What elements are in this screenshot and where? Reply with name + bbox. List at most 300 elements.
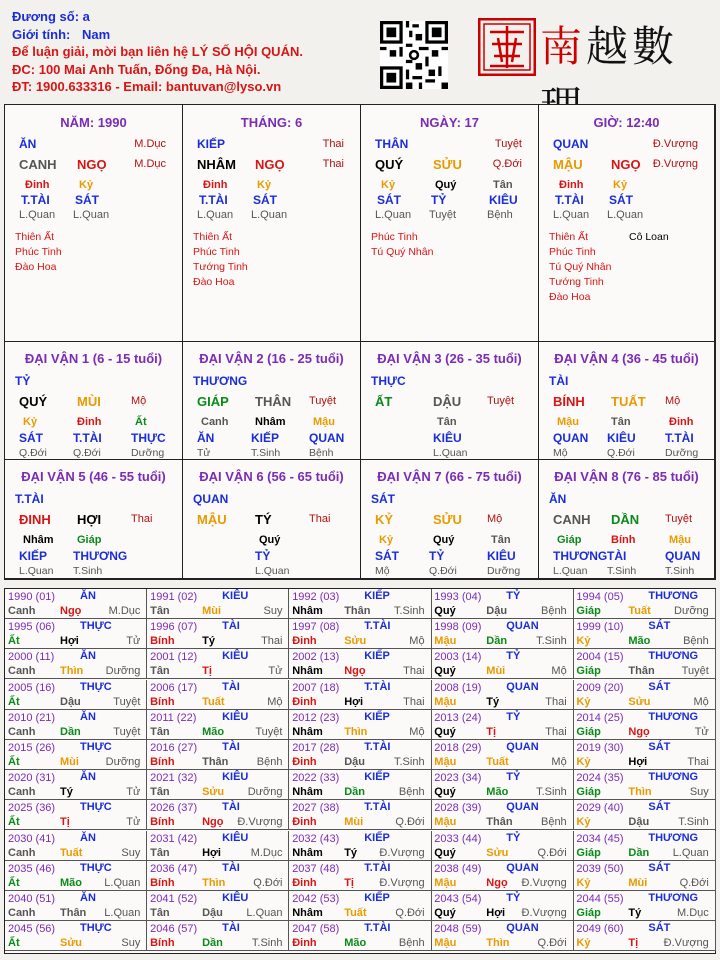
dai-van-cell — [539, 460, 715, 579]
year-star: THỰC — [80, 922, 112, 935]
year-cell — [5, 680, 147, 710]
dai-van-star: TÀI — [549, 374, 569, 388]
year-label: 2016 (27) — [150, 742, 198, 754]
pillar-star: QUAN — [553, 137, 589, 151]
year-star: ĂN — [80, 892, 96, 904]
year-stem: Bính — [150, 695, 175, 708]
year-label: 2006 (17) — [150, 681, 198, 694]
year-branch: Ngọ — [202, 816, 224, 829]
year-cell — [573, 800, 715, 830]
special-star: Phúc Tinh — [193, 246, 240, 258]
year-star: TÀI — [222, 741, 240, 753]
year-branch: Ngọ — [60, 605, 82, 617]
year-phase: Suy — [121, 846, 141, 859]
year-cell — [573, 710, 715, 740]
pillar-star: KIẾP — [197, 137, 226, 151]
year-cell — [431, 619, 573, 649]
year-star: TÀI — [222, 620, 240, 633]
year-star: ĂN — [80, 831, 96, 844]
hidden-phase: Dưỡng — [665, 447, 699, 459]
year-branch: Tý — [202, 635, 215, 648]
year-branch: Dậu — [486, 605, 508, 617]
year-cell — [431, 891, 573, 921]
hidden-phase: T.Sinh — [251, 447, 281, 459]
year-stem: Đinh — [292, 695, 317, 708]
pillar-phase: Đ.Vượng — [652, 138, 698, 150]
year-star: THỰC — [80, 741, 112, 753]
year-phase: L.Quan — [246, 907, 283, 919]
year-label: 2021 (32) — [150, 772, 198, 785]
year-star: SÁT — [648, 922, 671, 935]
pillar-phase: Thai — [322, 138, 344, 150]
red-seal-icon — [478, 18, 536, 76]
hidden-phase: T.Sinh — [607, 565, 637, 577]
contact-line: Để luận giải, mời bạn liên hệ LÝ SỐ HỘI QUÁN. — [12, 44, 303, 59]
year-label: 2029 (40) — [576, 802, 624, 815]
dai-van-phase: Mộ — [487, 513, 503, 525]
year-star: KIÊU — [222, 771, 249, 784]
pillar-phase-2: Đ.Vượng — [652, 158, 698, 170]
year-label: 2010 (21) — [8, 711, 56, 724]
year-star: KIÊU — [222, 590, 249, 602]
hidden-stem: Ất — [135, 416, 147, 428]
year-cell — [5, 831, 147, 861]
special-star: Tú Quý Nhân — [371, 246, 434, 258]
year-star: KIẾP — [364, 771, 390, 784]
year-branch: Dậu — [60, 695, 81, 708]
dai-van-cell — [539, 342, 715, 460]
year-label: 2019 (30) — [576, 742, 624, 754]
year-stem: Tân — [150, 605, 170, 617]
year-stem: Kỷ — [576, 937, 591, 950]
hidden-stem: Quý — [259, 534, 281, 546]
year-label: 2049 (60) — [576, 923, 624, 936]
hidden-phase: L.Quan — [433, 447, 468, 459]
year-phase: Bệnh — [540, 605, 567, 617]
year-cell — [431, 800, 573, 830]
year-cell — [289, 770, 431, 800]
hidden-star: THỰC — [131, 431, 166, 445]
year-label: 2025 (36) — [8, 802, 56, 815]
year-label: 2026 (37) — [150, 802, 198, 815]
hidden-phase: Q.Đới — [607, 447, 635, 459]
year-stem: Đinh — [292, 756, 317, 768]
year-label: 1994 (05) — [576, 591, 624, 603]
year-branch: Mão — [202, 725, 225, 738]
year-label: 2000 (11) — [8, 651, 55, 664]
hidden-stem: Tân — [437, 416, 457, 428]
year-phase: Bệnh — [398, 937, 425, 950]
gender-row — [12, 26, 372, 44]
year-cell — [289, 680, 431, 710]
year-cell — [147, 619, 289, 649]
year-star: TỶ — [506, 650, 521, 663]
year-branch: Dần — [344, 786, 365, 799]
year-stem: Kỷ — [576, 876, 591, 889]
year-stem: Kỷ — [576, 756, 591, 768]
pillar-branch: NGỌ — [77, 157, 107, 172]
year-cell — [289, 800, 431, 830]
year-phase: Mộ — [551, 665, 567, 678]
year-stem: Quý — [434, 846, 456, 859]
year-star: KIẾP — [364, 590, 390, 602]
year-branch: Tý — [486, 695, 500, 708]
year-cell — [289, 710, 431, 740]
year-stem: Giáp — [576, 665, 601, 678]
dai-van-stem: MẬU — [197, 512, 227, 527]
year-cell — [5, 649, 147, 679]
year-branch: Thân — [60, 907, 87, 919]
year-cell — [573, 891, 715, 921]
year-phase: T.Sinh — [394, 756, 425, 768]
year-label: 2014 (25) — [576, 711, 624, 724]
year-star: THƯƠNG — [648, 590, 699, 602]
special-star: Phúc Tinh — [549, 246, 596, 258]
year-branch: Tuất — [202, 695, 225, 708]
year-star: KIÊU — [222, 831, 249, 844]
year-label: 2045 (56) — [8, 923, 56, 936]
dai-van-phase: Tuyệt — [309, 395, 337, 407]
year-stem: Quý — [434, 725, 456, 738]
year-phase: T.Sinh — [536, 786, 567, 799]
year-star: SÁT — [648, 861, 671, 874]
dai-van-stem: ẤT — [375, 394, 393, 409]
hidden-phase: Tuyệt — [429, 209, 457, 221]
year-label: 1997 (08) — [292, 621, 340, 634]
year-label: 2047 (58) — [292, 923, 340, 936]
year-stem: Ất — [8, 695, 20, 708]
year-phase: Tuyệt — [681, 665, 709, 678]
hidden-phase: L.Quan — [251, 209, 288, 221]
year-cell — [5, 710, 147, 740]
hidden-phase: Dưỡng — [487, 565, 521, 577]
year-label: 2017 (28) — [292, 742, 340, 754]
year-phase: L.Quan — [104, 907, 141, 919]
hidden-phase: L.Quan — [19, 209, 56, 221]
year-stem: Tân — [150, 786, 170, 799]
hidden-star: KIÊU — [489, 193, 518, 207]
year-label: 2003 (14) — [434, 651, 482, 664]
special-star: Đào Hoa — [193, 276, 235, 288]
year-stem: Canh — [8, 725, 36, 738]
year-star: THỰC — [80, 861, 112, 874]
year-phase: Thai — [403, 695, 425, 708]
special-star: Đào Hoa — [549, 291, 591, 303]
hidden-star: TÀI — [607, 549, 627, 563]
year-label: 2040 (51) — [8, 893, 56, 905]
dai-van-branch: SỬU — [433, 512, 462, 527]
year-stem: Nhâm — [292, 907, 323, 919]
dai-van-star: QUAN — [193, 492, 229, 506]
year-label: 1998 (09) — [434, 621, 482, 634]
special-star: Tướng Tinh — [549, 276, 604, 288]
pillar-stem: NHÂM — [197, 157, 236, 172]
year-stem: Quý — [434, 665, 456, 678]
hidden-phase: Tử — [197, 447, 211, 459]
year-label: 2031 (42) — [150, 832, 198, 845]
year-phase: Suy — [689, 786, 709, 799]
year-branch: Thìn — [628, 786, 652, 799]
year-stem: Đinh — [292, 635, 317, 648]
year-branch: Mùi — [344, 816, 364, 829]
hidden-star: T.TÀI — [21, 193, 50, 207]
year-phase: Tử — [268, 665, 283, 678]
year-phase: Dưỡng — [674, 605, 709, 617]
year-star: T.TÀI — [364, 801, 391, 814]
year-label: 1993 (04) — [434, 591, 482, 603]
dai-van-phase: Mộ — [665, 395, 681, 407]
hidden-phase: L.Quan — [19, 565, 54, 577]
year-star: TỶ — [506, 892, 521, 904]
hidden-star: KIÊU — [487, 549, 516, 563]
hidden-stem: Nhâm — [23, 534, 54, 546]
dai-van-branch: DẦN — [611, 512, 640, 527]
year-branch: Hợi — [628, 756, 648, 768]
year-star: ĂN — [80, 650, 96, 663]
dai-van-cell — [5, 460, 183, 579]
dai-van-cell — [183, 460, 361, 579]
year-cell — [431, 770, 573, 800]
year-phase: Q.Đới — [679, 876, 709, 889]
gender-label: Giới tính: — [12, 26, 71, 42]
year-phase: Đ.Vượng — [521, 876, 567, 889]
year-branch: Thìn — [486, 937, 510, 950]
year-star: TÀI — [222, 680, 240, 693]
dai-van-cell — [361, 460, 539, 579]
year-branch: Thân — [486, 816, 513, 829]
pillar-title: THÁNG: 6 — [240, 115, 303, 130]
year-branch: Tị — [486, 725, 497, 738]
year-phase: Dưỡng — [105, 756, 141, 768]
dai-van-phase: Tuyệt — [665, 513, 693, 525]
hidden-star: KIẾP — [251, 431, 280, 445]
year-cell — [573, 589, 715, 619]
year-stem: Canh — [8, 786, 36, 799]
pillar-cell — [5, 105, 183, 342]
hidden-stem: Quý — [435, 179, 457, 191]
year-branch: Ngọ — [486, 876, 508, 889]
pillar-stem: MẬU — [553, 157, 583, 172]
hidden-stem: Kỷ — [79, 179, 94, 191]
pillar-star: THÂN — [375, 137, 409, 151]
year-phase: Thai — [403, 665, 425, 678]
year-cell — [5, 770, 147, 800]
hidden-stem: Bính — [611, 534, 636, 546]
address-line: ĐC: 100 Mai Anh Tuấn, Đống Đa, Hà Nội. — [12, 61, 261, 77]
year-phase: T.Sinh — [536, 635, 567, 648]
year-star: QUAN — [506, 801, 539, 814]
dai-van-title: ĐẠI VẬN 4 (36 - 45 tuổi) — [554, 351, 699, 366]
year-branch: Tý — [628, 907, 642, 919]
year-label: 2035 (46) — [8, 862, 56, 875]
year-cell — [573, 831, 715, 861]
year-stem: Quý — [434, 605, 456, 617]
year-branch: Dần — [202, 937, 223, 950]
dai-van-star: ĂN — [549, 492, 567, 506]
logo-first-char: 南 — [540, 22, 587, 71]
year-cell — [573, 921, 715, 951]
year-stem: Đinh — [292, 937, 317, 950]
pillar-cell — [183, 105, 361, 342]
year-phase: Mộ — [267, 695, 283, 708]
year-label: 2030 (41) — [8, 832, 56, 845]
special-star: Thiên Ất — [193, 231, 233, 243]
hidden-star: KIÊU — [433, 431, 462, 445]
year-branch: Dậu — [344, 756, 365, 768]
hidden-stem: Kỷ — [23, 416, 38, 428]
hidden-stem: Đinh — [25, 179, 50, 191]
year-stem: Mậu — [434, 816, 457, 829]
year-label: 2028 (39) — [434, 802, 482, 815]
pillar-phase-2: Q.Đới — [492, 158, 522, 170]
year-branch: Sửu — [486, 846, 509, 859]
year-cell — [5, 589, 147, 619]
year-stem: Kỷ — [576, 816, 591, 829]
year-label: 2032 (43) — [292, 832, 340, 845]
hidden-stem: Kỷ — [381, 179, 396, 191]
year-branch: Sửu — [628, 695, 651, 708]
year-label: 2002 (13) — [292, 651, 340, 664]
year-phase: Thai — [687, 756, 709, 768]
year-label: 2008 (19) — [434, 681, 482, 694]
hidden-star: T.TÀI — [665, 431, 694, 445]
hidden-star: QUAN — [553, 431, 589, 445]
year-phase: Thai — [545, 695, 567, 708]
year-label: 2034 (45) — [576, 832, 624, 845]
year-branch: Sửu — [344, 635, 367, 648]
year-label: 1990 (01) — [8, 591, 56, 603]
year-branch: Tuất — [60, 846, 83, 859]
year-cell — [147, 649, 289, 679]
year-label: 2042 (53) — [292, 893, 340, 905]
pillar-stem: QUÝ — [375, 157, 404, 172]
year-cell — [289, 891, 431, 921]
gender-value: Nam — [81, 26, 111, 42]
year-branch: Dần — [628, 846, 650, 859]
pillar-title: GIỜ: 12:40 — [593, 115, 660, 130]
qr-code-icon — [380, 20, 448, 90]
hidden-star: TỶ — [255, 549, 271, 563]
year-stem: Giáp — [576, 786, 601, 799]
dai-van-branch: TUẤT — [611, 394, 646, 409]
year-cell — [147, 740, 289, 770]
year-star: KIẾP — [364, 831, 390, 844]
year-cell — [5, 891, 147, 921]
year-cell — [431, 861, 573, 891]
year-label: 2048 (59) — [434, 923, 482, 936]
dai-van-star: TỶ — [15, 374, 31, 388]
hidden-stem: Giáp — [557, 534, 582, 546]
year-stem: Canh — [8, 665, 36, 678]
year-star: KIÊU — [222, 710, 249, 723]
year-branch: Hợi — [344, 695, 364, 708]
year-branch: Tị — [344, 876, 354, 889]
hidden-stem: Tân — [491, 534, 511, 546]
hidden-star: THƯƠNG — [73, 549, 128, 563]
year-phase: Bệnh — [398, 786, 425, 799]
year-stem: Nhâm — [292, 846, 323, 859]
dai-van-title: ĐẠI VẬN 7 (66 - 75 tuổi) — [377, 469, 522, 484]
year-branch: Thân — [344, 605, 371, 617]
dai-van-stem: BÍNH — [553, 394, 585, 409]
year-star: THỰC — [80, 680, 112, 693]
year-stem: Quý — [434, 907, 456, 919]
dai-van-phase: Mộ — [131, 395, 147, 407]
special-star: Tú Quý Nhân — [549, 261, 612, 273]
year-branch: Tị — [60, 816, 70, 829]
year-label: 1991 (02) — [150, 591, 198, 603]
dai-van-stem: CANH — [553, 512, 591, 527]
year-label: 2011 (22) — [150, 711, 197, 724]
year-star: KIÊU — [222, 650, 249, 663]
year-cell — [147, 861, 289, 891]
pillar-phase: M.Dục — [134, 138, 166, 150]
hidden-phase: L.Quan — [553, 209, 590, 221]
year-star: THƯƠNG — [648, 831, 699, 844]
year-star: SÁT — [648, 741, 671, 753]
special-star: Thiên Ất — [15, 231, 55, 243]
chart-grid — [4, 104, 716, 580]
year-star: T.TÀI — [364, 680, 391, 693]
year-branch: Mão — [628, 635, 651, 648]
year-phase: Bệnh — [256, 756, 283, 768]
year-stem: Mậu — [434, 635, 457, 648]
year-cell — [147, 589, 289, 619]
special-star: Phúc Tinh — [371, 231, 418, 243]
year-branch: Hợi — [60, 635, 79, 648]
dai-van-title: ĐẠI VẬN 2 (16 - 25 tuổi) — [199, 351, 344, 366]
hidden-stem: Kỷ — [613, 179, 628, 191]
year-branch: Ngọ — [344, 665, 366, 678]
year-star: KIẾP — [364, 710, 390, 723]
special-star-right: Cô Loan — [629, 231, 669, 243]
year-cell — [147, 891, 289, 921]
hidden-stem: Mậu — [669, 534, 691, 546]
year-star: QUAN — [506, 861, 539, 874]
dai-van-stem: KỶ — [375, 512, 394, 527]
dai-van-branch: THÂN — [255, 394, 292, 409]
pillar-branch: NGỌ — [611, 157, 641, 172]
pillar-cell — [361, 105, 539, 342]
hidden-phase: L.Quan — [375, 209, 412, 221]
year-cell — [5, 921, 147, 951]
dai-van-stem: QUÝ — [19, 394, 48, 409]
year-stem: Kỷ — [576, 635, 591, 648]
year-phase: Đ.Vượng — [521, 907, 567, 919]
year-stem: Ất — [8, 816, 20, 829]
year-cell — [289, 649, 431, 679]
year-stem: Tân — [150, 725, 170, 738]
year-cell — [147, 921, 289, 951]
year-branch: Dần — [60, 725, 81, 738]
year-stem: Canh — [8, 907, 36, 919]
year-star: KIẾP — [364, 650, 390, 663]
hidden-star: SÁT — [377, 193, 401, 207]
year-star: KIẾP — [364, 892, 390, 904]
dai-van-stem: ĐINH — [19, 512, 51, 527]
year-label: 2024 (35) — [576, 772, 624, 785]
dai-van-phase: Tuyệt — [487, 395, 515, 407]
year-stem: Mậu — [434, 937, 457, 950]
year-phase: Dưỡng — [247, 786, 283, 799]
year-stem: Ất — [8, 876, 20, 889]
year-phase: Mộ — [693, 695, 709, 708]
year-stem: Bính — [150, 876, 175, 889]
year-star: T.TÀI — [364, 741, 391, 753]
pillar-title: NĂM: 1990 — [60, 115, 127, 130]
hidden-stem: Tân — [611, 416, 631, 428]
hidden-star: QUAN — [665, 549, 701, 563]
